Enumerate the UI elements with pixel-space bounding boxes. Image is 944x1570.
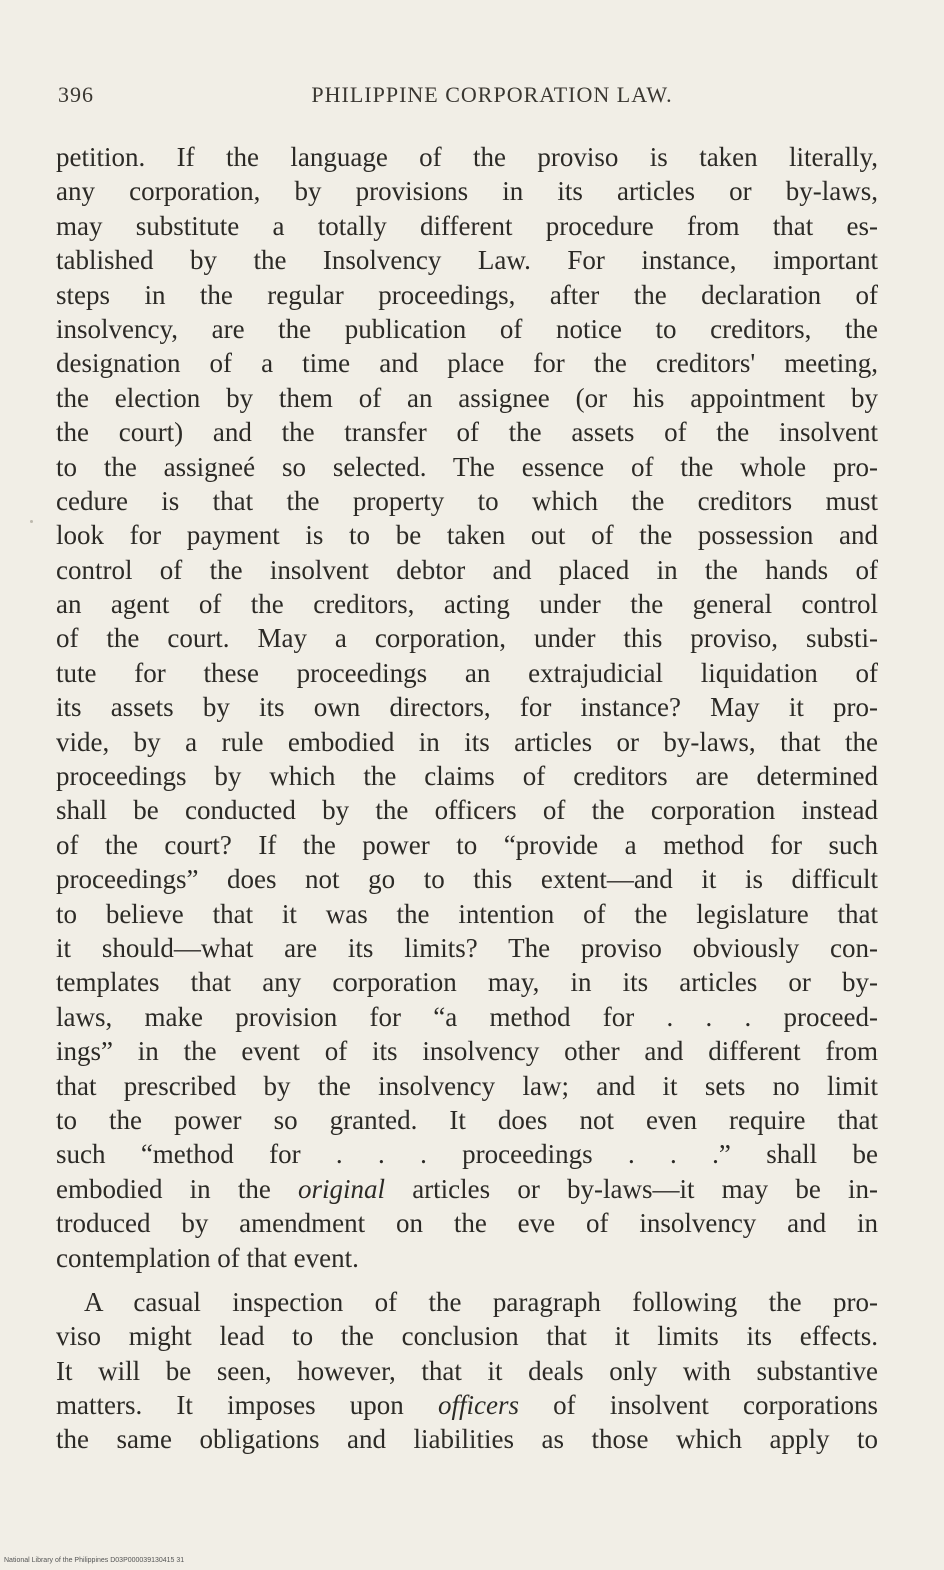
italic-word: original [298,1173,386,1204]
text-line-with-italic [56,1172,878,1206]
text-line: may substitute a totally different procedure from that es- [56,210,878,241]
text-segment: articles or by-laws—it may be in- [385,1173,878,1204]
paragraph-2 [56,1285,878,1457]
text-line: to the assigneé so selected. The essence of the whole pro- [56,451,878,482]
text-line: the court) and the transfer of the assets of the insolvent [56,417,878,448]
text-line: steps in the regular proceedings, after the declaration of [56,279,878,310]
paragraph-gap [56,1275,878,1285]
text-line: shall be conducted by the officers of the corporation instead [56,795,878,826]
text-line: look for payment is to be taken out of the possession and [56,520,878,551]
text-line: insolvency, are the publication of notice to creditors, the [56,313,878,344]
text-line: to the power so granted. It does not even require that [56,1104,878,1135]
text-line: contemplation of that event. [56,1242,359,1273]
text-line: designation of a time and place for the creditors' meeting, [56,348,878,379]
paragraph-1 [56,140,878,1275]
text-line: of the court? If the power to “provide a method for such [56,829,878,860]
text-line: to believe that it was the intention of the legislature that [56,898,878,929]
margin-speck [30,520,33,523]
text-line: any corporation, by provisions in its articles or by-laws, [56,176,878,207]
text-line: the election by them of an assignee (or his appointment by [56,382,878,413]
text-line: that prescribed by the insolvency law; and it sets no limit [56,1070,878,1101]
text-line: ings” in the event of its insolvency other and different from [56,1036,878,1067]
running-title: PHILIPPINE CORPORATION LAW. [311,82,673,107]
text-line: tablished by the Insolvency Law. For instance, important [56,245,878,276]
text-segment: matters. It imposes upon [56,1390,438,1421]
running-head [58,82,886,112]
text-line: such “method for . . . proceedings . . .” shall be [56,1139,878,1170]
text-line: proceedings” does not go to this extent—and it is difficult [56,864,878,895]
text-line: control of the insolvent debtor and placed in the hands of [56,554,878,585]
text-line: petition. If the language of the proviso is taken literally, [56,142,878,172]
body-text [56,140,878,1457]
text-line: A casual inspection of the paragraph following the pro- [84,1286,878,1317]
page-number: 396 [58,82,94,107]
text-line: vide, by a rule embodied in its articles or by-laws, that the [56,726,878,757]
text-line: It will be seen, however, that it deals only with substantive [56,1355,878,1386]
text-line: troduced by amendment on the eve of insolvency and in [56,1208,878,1239]
text-line: cedure is that the property to which the creditors must [56,485,878,516]
text-line: an agent of the creditors, acting under the general control [56,589,878,620]
text-line: it should—what are its limits? The proviso obviously con- [56,932,878,963]
text-segment: of insolvent corporations [518,1390,878,1421]
text-line: the same obligations and liabilities as those which apply to [56,1424,878,1455]
text-line: tute for these proceedings an extrajudicial liquidation of [56,657,878,688]
text-line-with-italic [56,1388,878,1422]
scan-credit: National Library of the Philippines D03P000039130415 31 [4,1557,185,1564]
italic-word: officers [437,1390,519,1421]
text-line: templates that any corporation may, in its articles or by- [56,967,878,998]
text-line: its assets by its own directors, for instance? May it pro- [56,692,878,723]
text-line: of the court. May a corporation, under this proviso, substi- [56,623,878,654]
text-line: viso might lead to the conclusion that it limits its effects. [56,1321,878,1352]
text-segment: embodied in the [56,1173,298,1204]
text-line: laws, make provision for “a method for . . . proceed- [56,1001,878,1032]
text-line: proceedings by which the claims of creditors are determined [56,761,878,792]
